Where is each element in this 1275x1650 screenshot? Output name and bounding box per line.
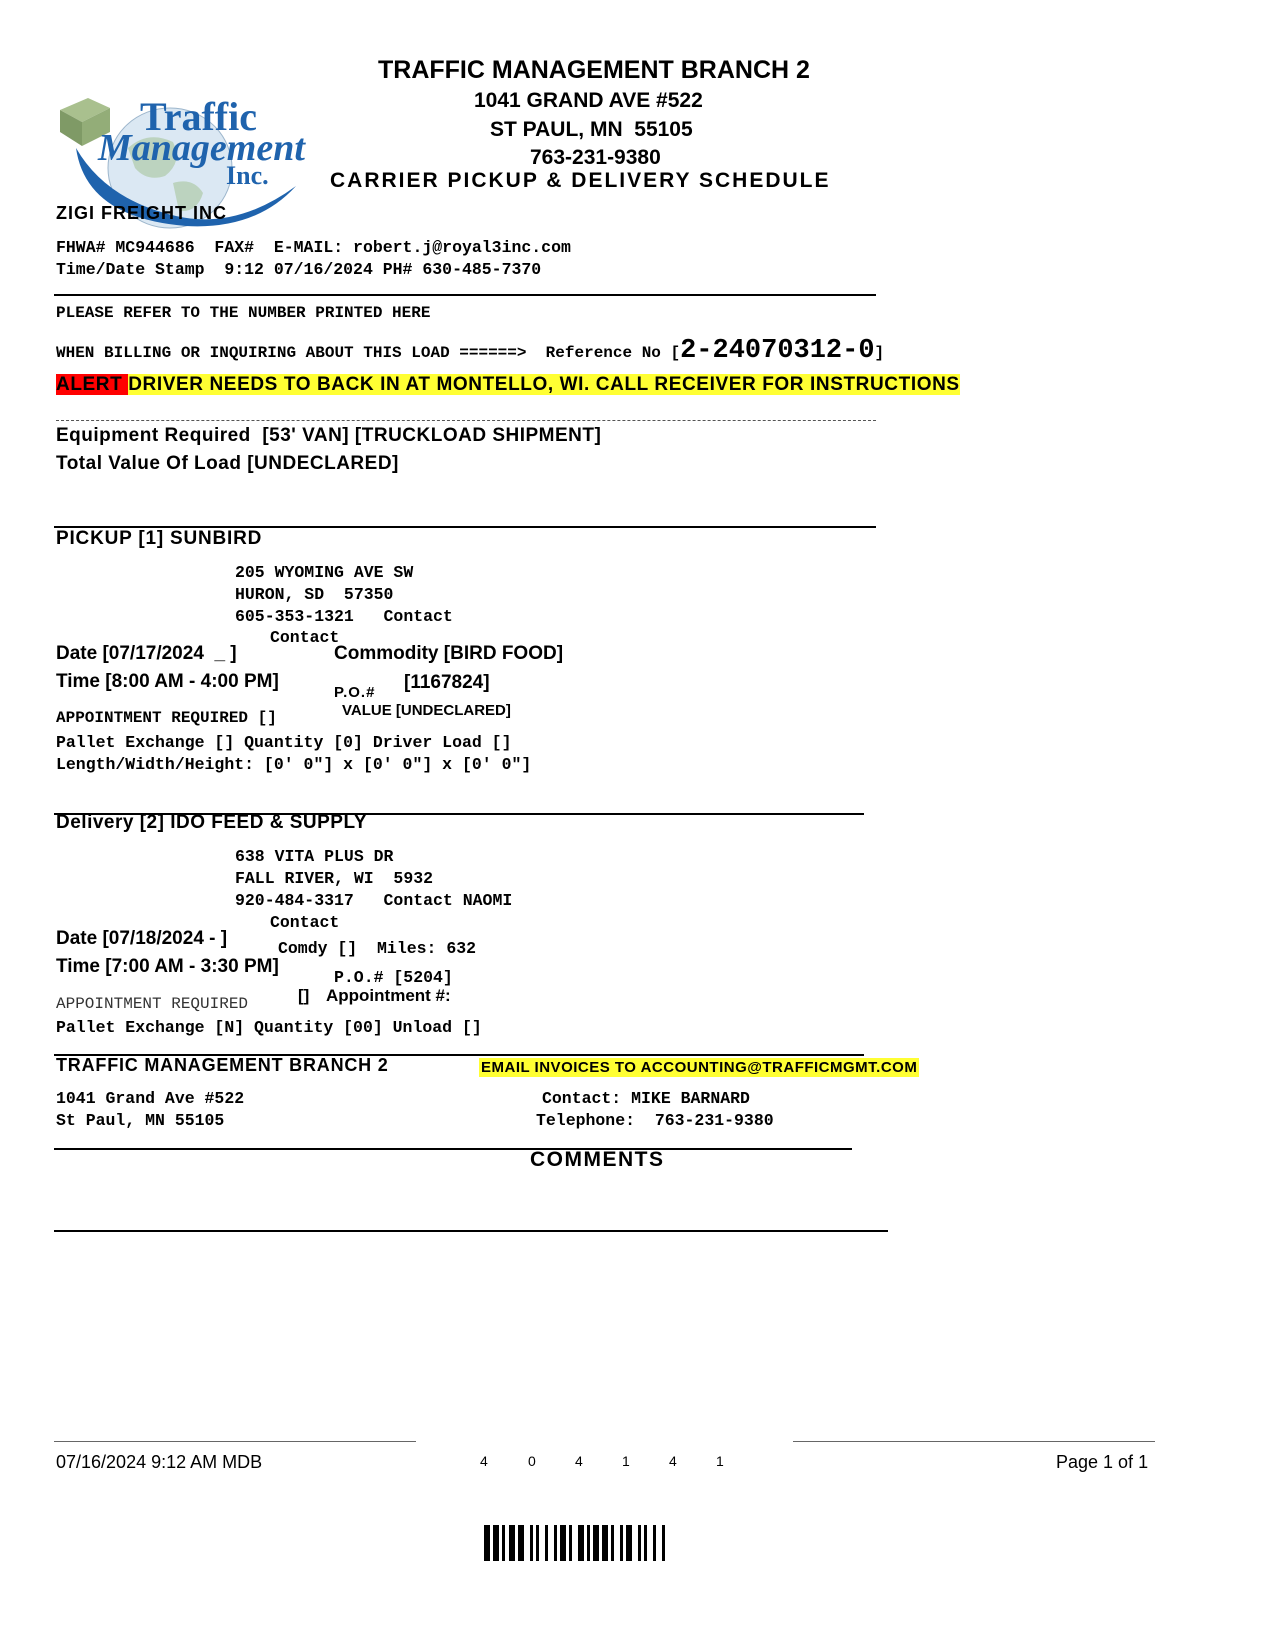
barcode-bar	[587, 1525, 590, 1561]
reference-number: 2-24070312-0	[680, 336, 875, 366]
delivery-appointment-required: APPOINTMENT REQUIRED	[56, 995, 249, 1013]
header-address2: ST PAUL, MN 55105	[490, 118, 693, 141]
delivery-date: Date [07/18/2024 - ]	[56, 928, 228, 949]
barcode-bar	[602, 1525, 608, 1561]
comments-heading: COMMENTS	[530, 1148, 665, 1171]
document-title: CARRIER PICKUP & DELIVERY SCHEDULE	[330, 169, 831, 192]
barcode	[484, 1525, 754, 1566]
barcode-graphic	[484, 1525, 754, 1561]
barcode-bar	[578, 1525, 584, 1561]
delivery-appointment-number: Appointment #:	[326, 986, 451, 1005]
reference-bracket-open: [	[670, 344, 681, 362]
pickup-pallet-exchange: Pallet Exchange [] Quantity [0] Driver Load []	[56, 733, 512, 752]
delivery-address2: FALL RIVER, WI 5932	[235, 869, 434, 888]
barcode-bar	[502, 1525, 505, 1561]
dashed-divider	[56, 420, 876, 421]
pickup-dimensions: Length/Width/Height: [0' 0"] x [0' 0"] x [0' 0"]	[56, 755, 532, 774]
logo-text-management: Management	[98, 127, 305, 169]
barcode-digit: 1	[716, 1453, 724, 1469]
reference-instruction: PLEASE REFER TO THE NUMBER PRINTED HERE	[56, 304, 431, 322]
comments-line	[54, 1230, 888, 1232]
barcode-bar	[653, 1525, 656, 1561]
carrier-name: ZIGI FREIGHT INC	[56, 203, 227, 223]
barcode-bar	[484, 1525, 490, 1561]
billing-email-notice: EMAIL INVOICES TO ACCOUNTING@TRAFFICMGMT.COM	[481, 1059, 918, 1076]
barcode-digit: 1	[622, 1453, 630, 1469]
reference-line	[56, 336, 884, 366]
barcode-digit: 0	[528, 1453, 536, 1469]
billing-company: TRAFFIC MANAGEMENT BRANCH 2	[56, 1055, 389, 1075]
footer-page-number: Page 1 of 1	[1056, 1452, 1149, 1472]
barcode-bar	[560, 1525, 566, 1561]
delivery-address1: 638 VITA PLUS DR	[235, 847, 394, 866]
barcode-bar	[593, 1525, 599, 1561]
delivery-time: Time [7:00 AM - 3:30 PM]	[56, 956, 279, 977]
billing-telephone: Telephone: 763-231-9380	[536, 1111, 774, 1130]
carrier-fhwa-line: FHWA# MC944686 FAX# E-MAIL: robert.j@royal3inc.com	[56, 238, 571, 257]
logo-text-inc: Inc.	[226, 161, 269, 190]
delivery-contact-label: Contact	[270, 913, 340, 932]
pickup-po-label: P.O.#	[334, 684, 376, 701]
pickup-heading: PICKUP [1] SUNBIRD	[56, 528, 263, 549]
reference-label: WHEN BILLING OR INQUIRING ABOUT THIS LOAD ======> Reference No	[56, 344, 671, 362]
logo-text-traffic: Traffic	[140, 94, 257, 139]
barcode-digit: 4	[669, 1453, 677, 1469]
pickup-address2: HURON, SD 57350	[235, 585, 394, 604]
pickup-time: Time [8:00 AM - 4:00 PM]	[56, 671, 279, 692]
barcode-bar	[536, 1525, 539, 1561]
barcode-digit: 4	[480, 1453, 488, 1469]
pickup-date: Date [07/17/2024 _ ]	[56, 643, 237, 664]
divider-line	[54, 294, 876, 296]
delivery-pallet-exchange: Pallet Exchange [N] Quantity [00] Unload []	[56, 1018, 482, 1037]
pickup-phone-contact: 605-353-1321 Contact	[235, 607, 453, 626]
header-company: TRAFFIC MANAGEMENT BRANCH 2	[378, 56, 810, 84]
delivery-appointment-checkbox: []	[298, 986, 310, 1005]
pickup-po-value: [1167824]	[404, 672, 490, 693]
alert-banner	[56, 374, 960, 396]
footer-rule-left	[54, 1441, 416, 1442]
barcode-bar	[638, 1525, 641, 1561]
billing-address2: St Paul, MN 55105	[56, 1111, 225, 1130]
barcode-bar	[545, 1525, 548, 1561]
pickup-value: VALUE [UNDECLARED]	[342, 702, 511, 719]
barcode-bar	[620, 1525, 623, 1561]
pickup-contact-label: Contact	[270, 628, 340, 647]
reference-bracket-close: ]	[874, 344, 885, 362]
barcode-bar	[626, 1525, 632, 1561]
barcode-bar	[509, 1525, 515, 1561]
delivery-po: P.O.# [5204]	[334, 968, 453, 987]
barcode-bar	[569, 1525, 572, 1561]
footer-timestamp: 07/16/2024 9:12 AM MDB	[56, 1452, 263, 1472]
barcode-bar	[611, 1525, 614, 1561]
carrier-timestamp-line: Time/Date Stamp 9:12 07/16/2024 PH# 630-485-7370	[56, 260, 542, 279]
barcode-bar	[518, 1525, 524, 1561]
pickup-appointment-required: APPOINTMENT REQUIRED []	[56, 709, 277, 727]
barcode-bar	[530, 1525, 533, 1561]
pickup-address1: 205 WYOMING AVE SW	[235, 563, 414, 582]
equipment-required: Equipment Required [53' VAN] [TRUCKLOAD SHIPMENT]	[56, 425, 602, 446]
divider-line	[54, 1148, 852, 1150]
delivery-commodity-miles: Comdy [] Miles: 632	[278, 939, 477, 958]
pickup-commodity: Commodity [BIRD FOOD]	[334, 643, 564, 664]
total-value: Total Value Of Load [UNDECLARED]	[56, 453, 399, 474]
alert-tag: ALERT	[56, 374, 129, 395]
barcode-bar	[554, 1525, 557, 1561]
barcode-digit: 4	[575, 1453, 583, 1469]
barcode-bar	[644, 1525, 647, 1561]
delivery-heading: Delivery [2] IDO FEED & SUPPLY	[56, 812, 368, 833]
header-phone: 763-231-9380	[530, 146, 661, 169]
barcode-bar	[493, 1525, 499, 1561]
alert-message: DRIVER NEEDS TO BACK IN AT MONTELLO, WI. CALL RECEIVER FOR INSTRUCTIONS	[128, 374, 960, 395]
billing-address1: 1041 Grand Ave #522	[56, 1089, 245, 1108]
footer-rule-right	[793, 1441, 1155, 1442]
delivery-phone-contact: 920-484-3317 Contact NAOMI	[235, 891, 513, 910]
header-address1: 1041 GRAND AVE #522	[474, 89, 703, 112]
barcode-bar	[662, 1525, 665, 1561]
billing-contact: Contact: MIKE BARNARD	[542, 1089, 750, 1108]
